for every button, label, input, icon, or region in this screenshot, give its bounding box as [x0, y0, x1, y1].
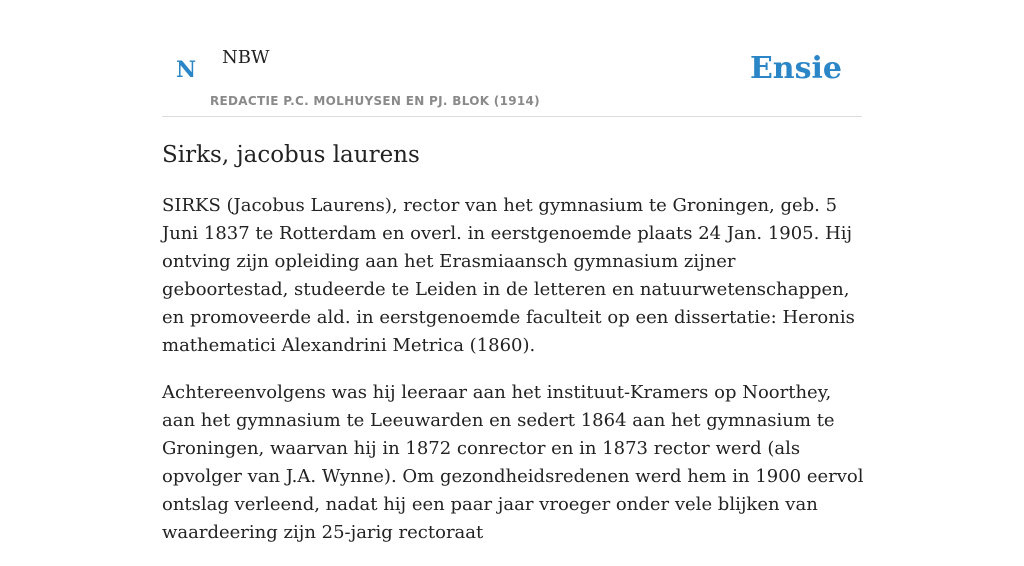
- header: [162, 0, 862, 117]
- ensie-logo-link[interactable]: Ensie: [749, 51, 842, 86]
- source-name[interactable]: NBW: [222, 47, 270, 68]
- article-paragraph: Achtereenvolgens was hij leeraar aan het instituut-Kramers op Noorthey, aan het gymnasium te Leeuwarden en sedert 1864 aan het gymnasium te Groningen, waarvan hij in 1872 conrector en in 1873 rector werd (als opvolger van J.A. Wynne). Om gezondheidsredenen werd hem in 1900 eervol ontslag verleend, nadat hij een paar jaar vroeger onder vele blijken van waardeering zijn 25-jarig rectoraat: [162, 382, 864, 543]
- source-editors: REDACTIE P.C. MOLHUYSEN EN PJ. BLOK (1914): [210, 94, 540, 108]
- article-paragraph: SIRKS (Jacobus Laurens), rector van het gymnasium te Groningen, geb. 5 Juni 1837 te Rotterdam en overl. in eerstgenoemde plaats 24 Jan. 1905. Hij ontving zijn opleiding aan het Erasmiaansch gymnasium zijner geboortestad, studeerde te Leiden in de letteren en natuurwetenschappen, en promoveerde ald. in eerstgenoemde faculteit op een dissertatie: Heronis mathematici Alexandrini Metrica (1860).: [162, 195, 855, 356]
- source-logo[interactable]: N: [176, 57, 197, 83]
- entry-title: Sirks, jacobus laurens: [162, 142, 420, 168]
- article-body: [162, 192, 864, 566]
